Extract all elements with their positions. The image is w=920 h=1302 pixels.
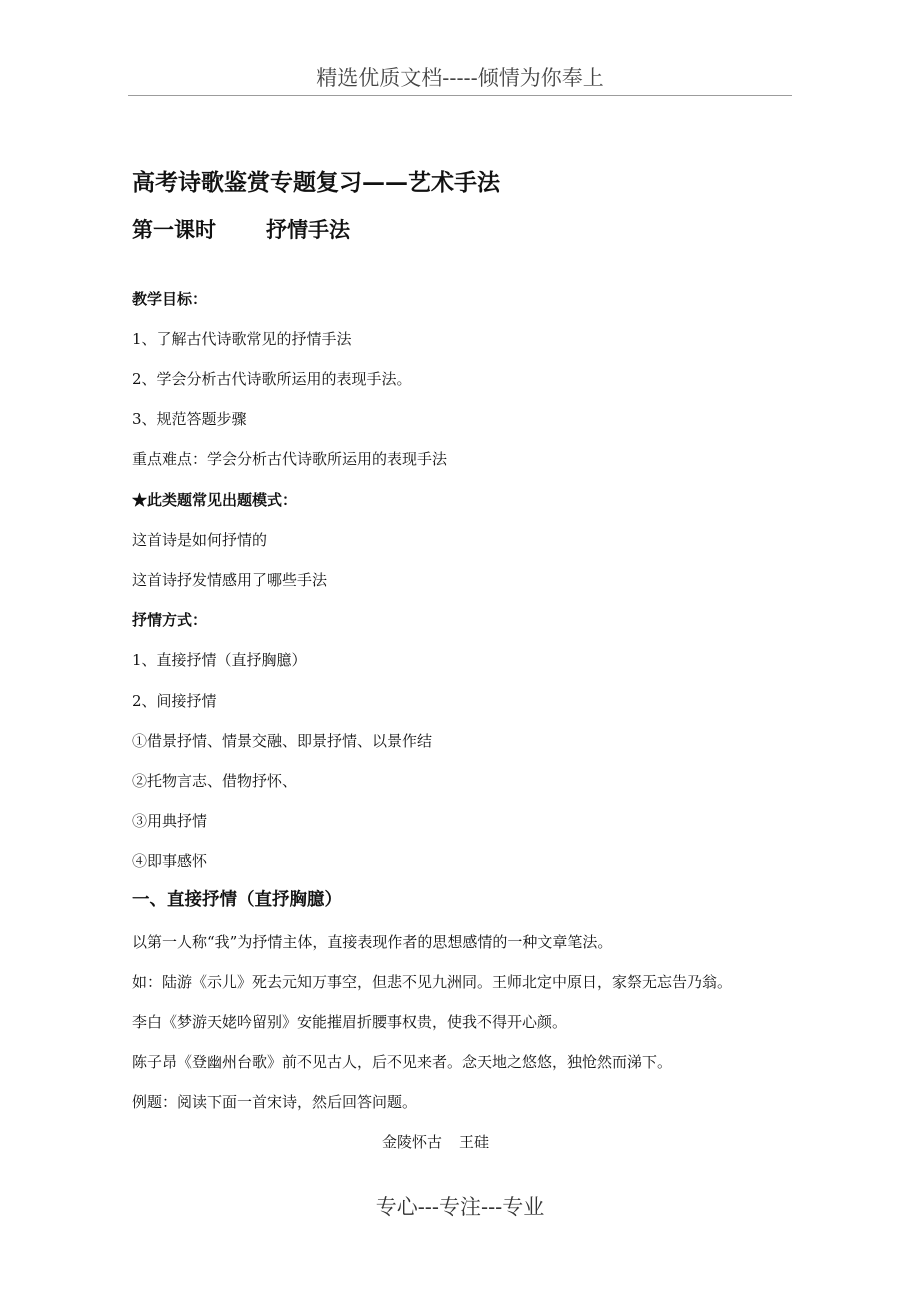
method-item: ④即事感怀	[132, 852, 208, 870]
question-pattern-item: 这首诗是如何抒情的	[132, 531, 268, 549]
example-line: 如：陆游《示儿》死去元知万事空，但悲不见九洲同。王师北定中原日，家祭无忘告乃翁。	[132, 973, 733, 991]
methods-heading: 抒情方式：	[132, 611, 208, 629]
exercise-prompt: 例题：阅读下面一首宋诗，然后回答问题。	[132, 1093, 418, 1111]
method-item: ①借景抒情、情景交融、即景抒情、以景作结	[132, 732, 433, 750]
page-footer: 专心---专注---专业	[375, 1195, 545, 1219]
method-item: 2、间接抒情	[132, 692, 217, 710]
poem-author: 王硅	[459, 1133, 490, 1151]
section-heading: 一、直接抒情（直抒胸臆）	[132, 890, 342, 910]
lesson-subtitle	[132, 216, 350, 244]
question-pattern-item: 这首诗抒发情感用了哪些手法	[132, 571, 328, 589]
document-title: 高考诗歌鉴赏专题复习——艺术手法	[132, 169, 500, 196]
poem-title: 金陵怀古	[382, 1133, 443, 1151]
method-item: 1、直接抒情（直抒胸臆）	[132, 651, 307, 669]
poem-heading	[382, 1131, 489, 1153]
objective-item: 2、学会分析古代诗歌所运用的表现手法。	[132, 370, 412, 388]
page-header: 精选优质文档-----倾情为你奉上	[128, 64, 792, 96]
method-item: ③用典抒情	[132, 812, 208, 830]
objectives-heading: 教学目标：	[132, 290, 208, 308]
example-line: 陈子昂《登幽州台歌》前不见古人，后不见来者。念天地之悠悠，独怆然而涕下。	[132, 1053, 673, 1071]
lesson-number: 第一课时	[132, 217, 216, 242]
objective-item: 1、了解古代诗歌常见的抒情手法	[132, 330, 352, 348]
question-patterns-heading: ★此类题常见出题模式：	[132, 491, 298, 509]
key-point: 重点难点：学会分析古代诗歌所运用的表现手法	[132, 450, 448, 468]
section-definition: 以第一人称“我”为抒情主体，直接表现作者的思想感情的一种文章笔法。	[132, 933, 613, 951]
example-line: 李白《梦游天姥吟留别》安能摧眉折腰事权贵，使我不得开心颜。	[132, 1013, 568, 1031]
lesson-topic: 抒情手法	[266, 217, 350, 242]
objective-item: 3、规范答题步骤	[132, 410, 247, 428]
method-item: ②托物言志、借物抒怀、	[132, 772, 298, 790]
